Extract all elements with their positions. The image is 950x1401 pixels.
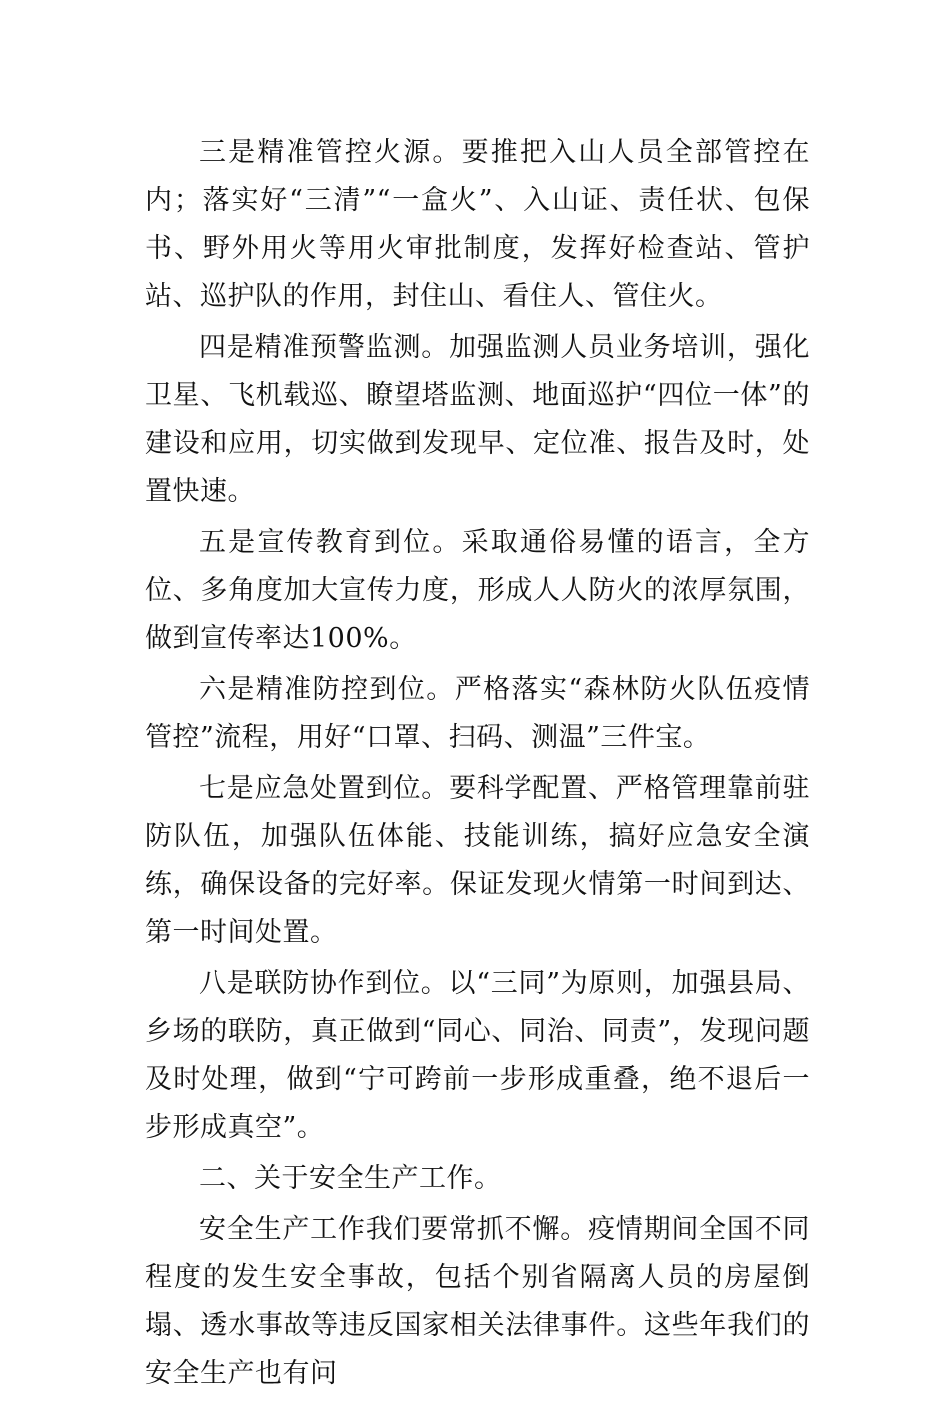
paragraph-joint-defense: 八是联防协作到位。以“三同”为原则，加强县局、乡场的联防，真正做到“同心、同治、同责”，发现问题及时处理，做到“宁可跨前一步形成重叠，绝不退后一步形成真空”。: [145, 968, 810, 1143]
paragraph-early-warning: 四是精准预警监测。加强监测人员业务培训，强化卫星、飞机载巡、瞭望塔监测、地面巡护“四位一体”的建设和应用，切实做到发现早、定位准、报告及时，处置快速。: [145, 332, 810, 507]
paragraph-fire-source-control: 三是精准管控火源。要推把入山人员全部管控在内；落实好“三清”“一盒火”、入山证、责任状、包保书、野外用火等用火审批制度，发挥好检查站、管护站、巡护队的作用，封住山、看住人、管住火。: [145, 137, 810, 312]
paragraph-safety-production: 安全生产工作我们要常抓不懈。疫情期间全国不同程度的发生安全事故，包括个别省隔离人员的房屋倒塌、透水事故等违反国家相关法律事件。这些年我们的安全生产也有问: [145, 1214, 810, 1389]
paragraph-epidemic-control: 六是精准防控到位。严格落实“森林防火队伍疫情管控”流程，用好“口罩、扫码、测温”三件宝。: [145, 674, 810, 753]
paragraph-publicity-education: 五是宣传教育到位。采取通俗易懂的语言，全方位、多角度加大宣传力度，形成人人防火的浓厚氛围，做到宣传率达100%。: [145, 527, 810, 654]
paragraph-emergency-response: 七是应急处置到位。要科学配置、严格管理靠前驻防队伍，加强队伍体能、技能训练，搞好应急安全演练，确保设备的完好率。保证发现火情第一时间到达、第一时间处置。: [145, 773, 810, 948]
section-heading-safety-production: 二、关于安全生产工作。: [199, 1163, 502, 1194]
document-body: [145, 129, 810, 1401]
